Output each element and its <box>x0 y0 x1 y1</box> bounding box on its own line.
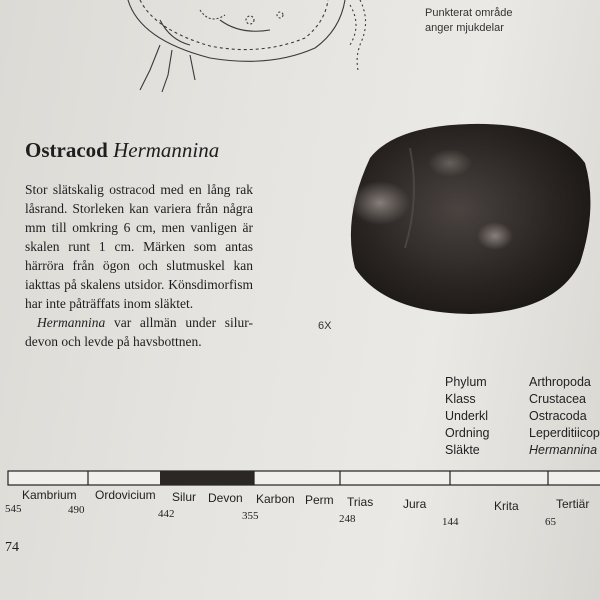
genus-italic: Hermannina <box>37 315 106 330</box>
taxonomy-row-ordning <box>445 425 600 442</box>
taxonomy-rank: Phylum <box>445 375 487 389</box>
ostracod-sketch <box>100 0 400 95</box>
age-490: 490 <box>68 504 85 516</box>
period-trias: Trias <box>347 495 374 509</box>
taxonomy-value: Crustacea <box>529 392 586 406</box>
taxonomy-row-klass <box>445 391 600 408</box>
taxonomy-rank: Klass <box>445 392 476 406</box>
period-perm: Perm <box>305 493 334 507</box>
period-devon: Devon <box>208 491 243 505</box>
period-ordovicium: Ordovicium <box>95 488 156 502</box>
age-442: 442 <box>158 508 175 520</box>
section-title <box>25 138 219 163</box>
magnification-label: 6X <box>318 320 332 332</box>
taxonomy-row-slakte <box>445 442 600 459</box>
taxonomy-value: Leperditiicop <box>529 426 600 440</box>
title-genus: Hermannina <box>113 138 220 162</box>
age-248: 248 <box>339 513 356 525</box>
sketch-caption <box>425 6 595 36</box>
fossil-photo <box>340 118 595 318</box>
sketch-caption-line-2: anger mjukdelar <box>425 22 504 34</box>
age-545: 545 <box>5 503 22 515</box>
period-jura: Jura <box>403 497 427 511</box>
description-text <box>25 180 253 351</box>
title-common-name: Ostracod <box>25 138 108 162</box>
period-kambrium: Kambrium <box>22 488 77 502</box>
taxonomy-value: Hermannina <box>529 443 598 457</box>
period-krita: Krita <box>494 499 519 513</box>
timeline-bar <box>8 471 600 485</box>
taxonomy-row-phylum <box>445 374 600 391</box>
description-paragraph-1: Stor slätskalig ostracod med en lång rak låsrand. Storleken kan variera från några mm till omkring 6 cm, men vanligen är skalen runt 1 cm. Märken som antas härröra från ögon och slutmuskel kan iakttas på skalens utsidor. Könsdimorfism har inte påträffats inom släktet. <box>25 182 253 311</box>
page-number: 74 <box>5 540 19 555</box>
age-144: 144 <box>442 516 459 528</box>
age-355: 355 <box>242 510 259 522</box>
period-silur: Silur <box>172 490 197 504</box>
taxonomy-table <box>445 374 600 459</box>
age-65: 65 <box>545 516 556 528</box>
geologic-timeline <box>0 466 600 536</box>
description-paragraph-2: Hermannina var allmän under silur-devon och levde på havsbottnen. <box>25 315 253 349</box>
taxonomy-value: Arthropoda <box>529 375 591 389</box>
taxonomy-rank: Ordning <box>445 426 490 440</box>
taxonomy-rank: Underkl <box>445 409 489 423</box>
sketch-caption-line-1: Punkterat område <box>425 7 513 19</box>
period-tertiar: Tertiär <box>556 497 590 511</box>
period-karbon: Karbon <box>256 492 295 506</box>
taxonomy-value: Ostracoda <box>529 409 587 423</box>
taxonomy-row-underklass <box>445 408 600 425</box>
taxonomy-rank: Släkte <box>445 443 480 457</box>
timeline-highlight-silur-devon <box>160 471 254 485</box>
